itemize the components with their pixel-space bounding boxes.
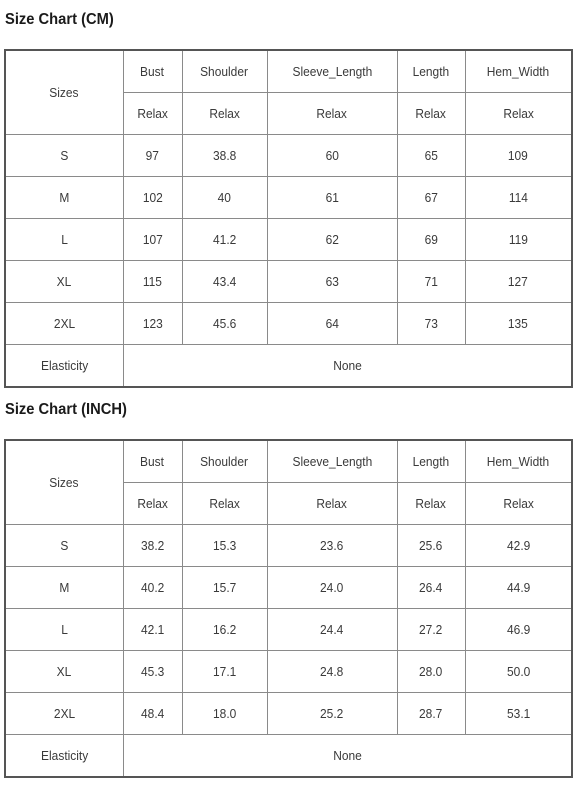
hem-cell	[465, 525, 572, 567]
length-subheader	[397, 93, 465, 135]
length-cell	[397, 135, 465, 177]
shoulder-cell	[182, 261, 267, 303]
bust-cell	[123, 135, 182, 177]
bust-header	[123, 440, 182, 483]
table-row	[5, 177, 572, 219]
bust-cell-text: 38.2	[140, 538, 165, 553]
shoulder-header	[182, 440, 267, 483]
hem-cell-text: 127	[508, 274, 529, 289]
size-cell	[5, 693, 123, 735]
shoulder-cell-text: 16.2	[212, 622, 237, 637]
shoulder-cell-text: 41.2	[212, 232, 237, 247]
shoulder-cell	[182, 651, 267, 693]
bust-cell-text: 48.4	[140, 706, 165, 721]
bust-cell-text: 40.2	[140, 580, 165, 595]
size-cell	[5, 303, 123, 345]
elasticity-value-text: None	[332, 358, 362, 373]
bust-cell	[123, 219, 182, 261]
sleeve-cell-text: 23.6	[320, 538, 344, 553]
sleeve-cell-text: 64	[325, 316, 339, 331]
hem-cell-text: 44.9	[506, 580, 530, 595]
hem-cell-text: 53.1	[506, 706, 530, 721]
shoulder-cell	[182, 303, 267, 345]
sleeve-cell	[267, 693, 397, 735]
length-cell	[397, 693, 465, 735]
hem-cell-text: 46.9	[506, 622, 530, 637]
length-cell-text: 65	[424, 148, 438, 163]
bust-subheader-text: Relax	[137, 496, 168, 511]
size-cell	[5, 651, 123, 693]
size-cell-text: 2XL	[53, 706, 75, 721]
size-cell-text: 2XL	[53, 316, 75, 331]
sleeve-cell	[267, 609, 397, 651]
sleeve-header	[267, 440, 397, 483]
hem-subheader-text: Relax	[502, 496, 534, 511]
bust-cell	[123, 303, 182, 345]
length-cell-text: 71	[424, 274, 438, 289]
hem-cell-text: 109	[508, 148, 529, 163]
bust-cell	[123, 651, 182, 693]
size-cell	[5, 177, 123, 219]
length-header	[397, 50, 465, 93]
shoulder-cell	[182, 609, 267, 651]
shoulder-header-text: Shoulder	[200, 454, 249, 469]
length-cell-text: 69	[424, 232, 438, 247]
shoulder-cell	[182, 135, 267, 177]
shoulder-cell-text: 15.3	[212, 538, 237, 553]
elasticity-value-text: None	[332, 748, 362, 763]
shoulder-cell	[182, 525, 267, 567]
size-cell-text: L	[60, 232, 68, 247]
length-cell	[397, 303, 465, 345]
shoulder-subheader	[182, 93, 267, 135]
length-cell	[397, 261, 465, 303]
table-row	[5, 567, 572, 609]
length-cell	[397, 177, 465, 219]
shoulder-subheader-text: Relax	[209, 106, 240, 121]
length-cell-text: 28.7	[419, 706, 443, 721]
sleeve-cell-text: 25.2	[320, 706, 344, 721]
size-cell-text: S	[60, 148, 69, 163]
bust-cell	[123, 567, 182, 609]
hem-subheader	[465, 93, 572, 135]
length-header-text: Length	[412, 454, 450, 469]
bust-header	[123, 50, 182, 93]
length-cell-text: 25.6	[419, 538, 443, 553]
table-row	[5, 261, 572, 303]
elasticity-label-text: Elasticity	[40, 748, 88, 763]
sleeve-cell-text: 24.4	[320, 622, 344, 637]
sleeve-header-text: Sleeve_Length	[292, 64, 372, 79]
sleeve-cell	[267, 651, 397, 693]
hem-cell	[465, 177, 572, 219]
hem-subheader	[465, 483, 572, 525]
table-row	[5, 303, 572, 345]
hem-cell-text: 42.9	[506, 538, 530, 553]
shoulder-cell	[182, 177, 267, 219]
shoulder-header	[182, 50, 267, 93]
hem-header-text: Hem_Width	[486, 64, 550, 79]
bust-subheader-text: Relax	[137, 106, 168, 121]
length-cell-text: 26.4	[419, 580, 443, 595]
size-cell-text: S	[60, 538, 69, 553]
size-cell	[5, 609, 123, 651]
sleeve-subheader	[267, 483, 397, 525]
sleeve-cell	[267, 261, 397, 303]
elasticity-label	[5, 345, 123, 388]
sleeve-subheader-text: Relax	[316, 496, 348, 511]
sleeve-cell-text: 62	[325, 232, 339, 247]
length-cell	[397, 651, 465, 693]
sleeve-cell-text: 60	[325, 148, 339, 163]
hem-cell	[465, 693, 572, 735]
sleeve-cell	[267, 135, 397, 177]
shoulder-cell	[182, 567, 267, 609]
hem-cell	[465, 567, 572, 609]
shoulder-cell-text: 15.7	[212, 580, 237, 595]
hem-cell	[465, 303, 572, 345]
bust-cell	[123, 261, 182, 303]
sleeve-header	[267, 50, 397, 93]
sleeve-header-text: Sleeve_Length	[292, 454, 372, 469]
bust-cell-text: 115	[142, 274, 163, 289]
table-row	[5, 693, 572, 735]
hem-cell	[465, 261, 572, 303]
table-row	[5, 651, 572, 693]
hem-cell	[465, 219, 572, 261]
shoulder-cell	[182, 693, 267, 735]
sleeve-cell-text: 63	[325, 274, 339, 289]
hem-cell	[465, 609, 572, 651]
length-subheader	[397, 483, 465, 525]
hem-header	[465, 440, 572, 483]
size-chart-cm-title: Size Chart (CM)	[5, 11, 114, 28]
elasticity-row	[5, 735, 572, 778]
length-cell-text: 27.2	[419, 622, 443, 637]
table-row	[5, 135, 572, 177]
sizes-header-text: Sizes	[49, 85, 79, 100]
sleeve-cell	[267, 525, 397, 567]
size-cell-text: M	[59, 580, 70, 595]
header-row	[5, 440, 572, 483]
size-cell-text: L	[60, 622, 68, 637]
hem-header	[465, 50, 572, 93]
elasticity-value	[123, 345, 572, 388]
bust-header-text: Bust	[140, 454, 165, 469]
elasticity-label	[5, 735, 123, 778]
header-row	[5, 50, 572, 93]
table-row	[5, 609, 572, 651]
sleeve-cell-text: 24.8	[320, 664, 344, 679]
size-cell	[5, 525, 123, 567]
shoulder-header-text: Shoulder	[200, 64, 249, 79]
bust-cell-text: 123	[142, 316, 163, 331]
size-cell	[5, 567, 123, 609]
bust-cell	[123, 177, 182, 219]
length-cell-text: 73	[424, 316, 438, 331]
elasticity-value	[123, 735, 572, 778]
size-cell-text: XL	[56, 664, 72, 679]
shoulder-cell-text: 43.4	[212, 274, 237, 289]
bust-cell-text: 45.3	[140, 664, 165, 679]
elasticity-row	[5, 345, 572, 388]
hem-header-text: Hem_Width	[486, 454, 550, 469]
sizes-header-text: Sizes	[49, 475, 79, 490]
bust-cell-text: 107	[142, 232, 163, 247]
bust-subheader	[123, 483, 182, 525]
bust-cell	[123, 525, 182, 567]
length-cell	[397, 525, 465, 567]
shoulder-cell-text: 17.1	[212, 664, 237, 679]
bust-cell	[123, 609, 182, 651]
size-cell	[5, 261, 123, 303]
length-header	[397, 440, 465, 483]
shoulder-cell-text: 18.0	[212, 706, 237, 721]
length-subheader-text: Relax	[415, 106, 447, 121]
shoulder-subheader	[182, 483, 267, 525]
length-cell	[397, 567, 465, 609]
bust-subheader	[123, 93, 182, 135]
sleeve-cell	[267, 303, 397, 345]
length-subheader-text: Relax	[415, 496, 447, 511]
bust-header-text: Bust	[140, 64, 165, 79]
table-row	[5, 219, 572, 261]
length-header-text: Length	[412, 64, 450, 79]
sleeve-cell	[267, 177, 397, 219]
length-cell-text: 67	[424, 190, 438, 205]
hem-cell-text: 114	[508, 190, 528, 205]
sleeve-cell	[267, 567, 397, 609]
hem-subheader-text: Relax	[502, 106, 534, 121]
bust-cell	[123, 693, 182, 735]
sizes-header	[5, 50, 123, 135]
shoulder-cell-text: 40	[217, 190, 232, 205]
sizes-header	[5, 440, 123, 525]
size-cell-text: XL	[56, 274, 72, 289]
size-cell	[5, 219, 123, 261]
hem-cell-text: 119	[508, 232, 528, 247]
hem-cell	[465, 651, 572, 693]
shoulder-cell	[182, 219, 267, 261]
hem-cell	[465, 135, 572, 177]
bust-cell-text: 42.1	[140, 622, 165, 637]
length-cell	[397, 219, 465, 261]
size-cell-text: M	[59, 190, 70, 205]
elasticity-label-text: Elasticity	[40, 358, 88, 373]
size-chart-inch-table	[4, 439, 573, 778]
sleeve-cell-text: 61	[325, 190, 339, 205]
size-cell	[5, 135, 123, 177]
sleeve-subheader-text: Relax	[316, 106, 348, 121]
bust-cell-text: 97	[145, 148, 160, 163]
sleeve-subheader	[267, 93, 397, 135]
shoulder-cell-text: 45.6	[212, 316, 237, 331]
sleeve-cell	[267, 219, 397, 261]
table-row	[5, 525, 572, 567]
shoulder-subheader-text: Relax	[209, 496, 240, 511]
length-cell-text: 28.0	[419, 664, 443, 679]
hem-cell-text: 50.0	[506, 664, 530, 679]
bust-cell-text: 102	[142, 190, 163, 205]
hem-cell-text: 135	[508, 316, 529, 331]
size-chart-inch-title: Size Chart (INCH)	[5, 401, 127, 418]
sleeve-cell-text: 24.0	[320, 580, 344, 595]
shoulder-cell-text: 38.8	[212, 148, 237, 163]
length-cell	[397, 609, 465, 651]
size-chart-cm-table	[4, 49, 573, 388]
